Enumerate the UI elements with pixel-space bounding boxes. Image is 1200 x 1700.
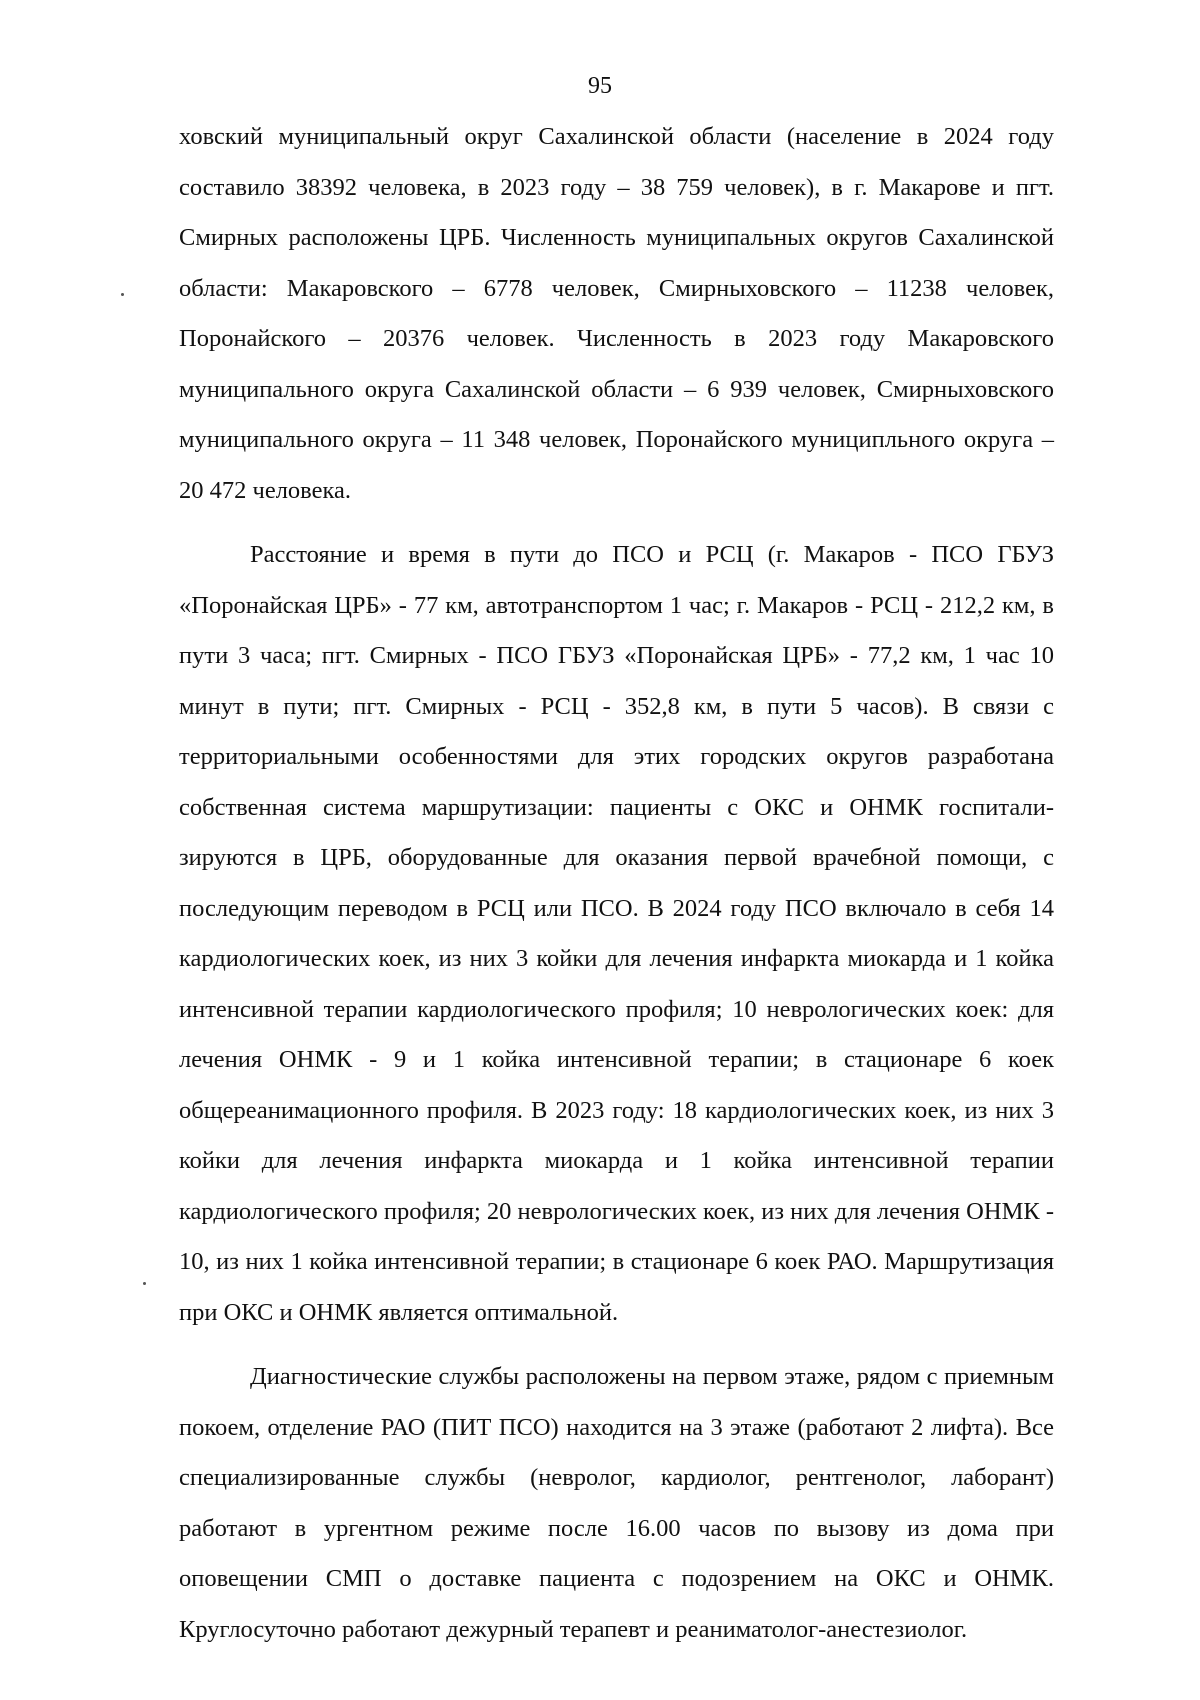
page-number: 95 <box>588 73 612 99</box>
body-text <box>179 112 1054 1669</box>
scan-speck <box>121 293 124 296</box>
paragraph-diagnostics: Диагностические службы расположены на первом этаже, рядом с приемным покоем, отделение РАО (ПИТ ПСО) находится на 3 этаже (работают 2 лифта). Все специализированные службы (невролог, кардиолог, рентгенолог, лаборант) работают в ургентном режиме после 16.00 часов по вызову из дома при оповещении СМП о доставке пациента с подозрением на ОКС и ОНМК. Круглосуточно работают дежурный терапевт и реаниматолог-анестезиолог. <box>179 1363 1054 1643</box>
paragraph-population: ховский муниципальный округ Сахалинской области (население в 2024 году составило 38392 человека, в 2023 году – 38 759 человек), в г. Макарове и пгт. Смирных расположены ЦРБ. Численность муниципальных округов Сахалинской области: Макаровского – 6778 человек, Смирныховского – 11238 человек, Поронайского – 20376 человек. Численность в 2023 году Макаровского муниципального округа Сахалинской области – 6 939 человек, Смирныховского муниципального округа – 11 348 человек, Поронайского муниципльного округа – 20 472 человека. <box>179 123 1054 504</box>
scan-speck <box>143 1282 146 1285</box>
paragraph-routing: Расстояние и время в пути до ПСО и РСЦ (г. Макаров - ПСО ГБУЗ «Поронайская ЦРБ» - 77 км, автотранспортом 1 час; г. Макаров - РСЦ - 212,2 км, в пути 3 часа; пгт. Смирных - ПСО ГБУЗ «Поронайская ЦРБ» - 77,2 км, 1 час 10 минут в пути; пгт. Смирных - РСЦ - 352,8 км, в пути 5 часов). В связи с территориальными особенностями для этих городских округов разработана собственная система маршрутизации: пациенты с ОКС и ОНМК госпитализируются в ЦРБ, оборудованные для оказания первой врачебной помощи, с последующим переводом в РСЦ или ПСО. В 2024 году ПСО включало в себя 14 кардиологических коек, из них 3 койки для лечения инфаркта миокарда и 1 койка интенсивной терапии кардиологического профиля; 10 неврологических коек: для лечения ОНМК - 9 и 1 койка интенсивной терапии; в стационаре 6 коек общереанимационного профиля. В 2023 году: 18 кардиологических коек, из них 3 койки для лечения инфаркта миокарда и 1 койка интенсивной терапии кардиологического профиля; 20 неврологических коек, из них для лечения ОНМК - 10, из них 1 койка интенсивной терапии; в стационаре 6 коек РАО. Маршрутизация при ОКС и ОНМК является оптимальной. <box>179 541 1054 1326</box>
